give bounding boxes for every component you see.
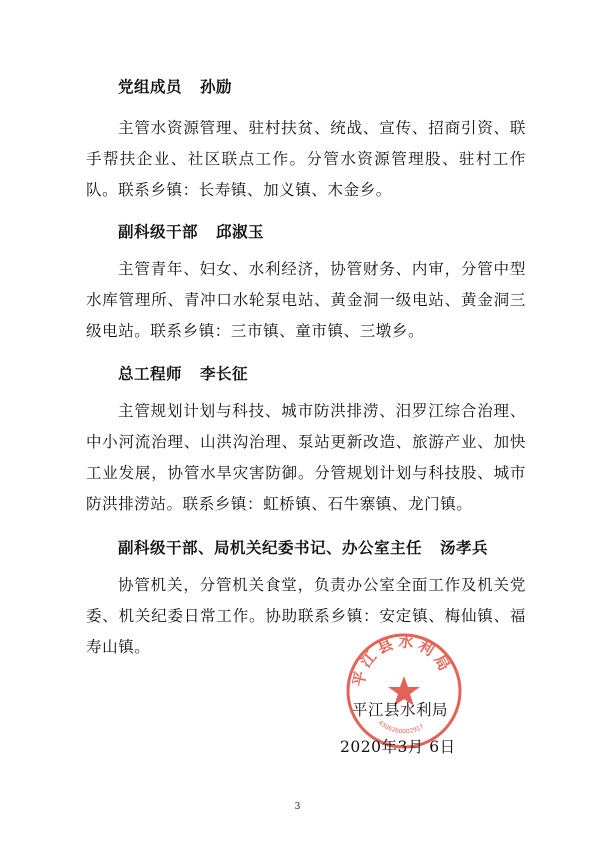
member-name: 孙励 (200, 78, 233, 96)
svg-text:平江县水利局 (349, 632, 455, 688)
page-number: 3 (294, 802, 301, 812)
member-name: 汤孝兵 (440, 539, 489, 557)
section-title: 副科级干部、局机关纪委书记、办公室主任 (118, 539, 423, 557)
seal-code: 4306260002917 (376, 719, 426, 736)
official-seal-icon (343, 630, 465, 752)
section-title: 总工程师 (118, 365, 183, 383)
section-body-3: 主管规划计划与科技、城市防洪排涝、汨罗江综合治理、中小河流治理、山洪沟治理、泵站更新改造、旅游产业、加快工业发展，协管水旱灾害防御。分管规划计划与科技股、城市防洪排涝站。联系乡镇：虹桥镇、石牛寨镇、龙门镇。 (86, 402, 526, 513)
section-heading-2 (118, 220, 264, 242)
section-body-4: 协管机关，分管机关食堂，负责办公室全面工作及机关党委、机关纪委日常工作。协助联系乡镇：安定镇、梅仙镇、福寿山镇。 (86, 576, 526, 656)
section-title: 副科级干部 (118, 223, 199, 241)
signature-date: 2020年3月 6日 (340, 738, 456, 756)
section-title: 党组成员 (118, 78, 183, 96)
member-name: 李长征 (200, 365, 249, 383)
member-name: 邱淑玉 (216, 223, 265, 241)
section-body-2: 主管青年、妇女、水利经济，协管财务、内审，分管中型水库管理所、青冲口水轮泵电站、黄金洞一级电站、黄金洞三级电站。联系乡镇：三市镇、童市镇、三墩乡。 (86, 260, 526, 340)
seal-text: 平江县水利局 (349, 632, 456, 689)
section-heading-4 (118, 536, 488, 558)
signature-organization: 平江县水利局 (352, 701, 449, 719)
section-heading-1 (118, 75, 232, 97)
svg-text:4306260002917 (377, 719, 426, 735)
section-heading-3 (118, 362, 248, 384)
section-body-1: 主管水资源管理、驻村扶贫、统战、宣传、招商引资、联手帮扶企业、社区联点工作。分管水资源管理股、驻村工作队。联系乡镇：长寿镇、加义镇、木金乡。 (86, 119, 526, 199)
